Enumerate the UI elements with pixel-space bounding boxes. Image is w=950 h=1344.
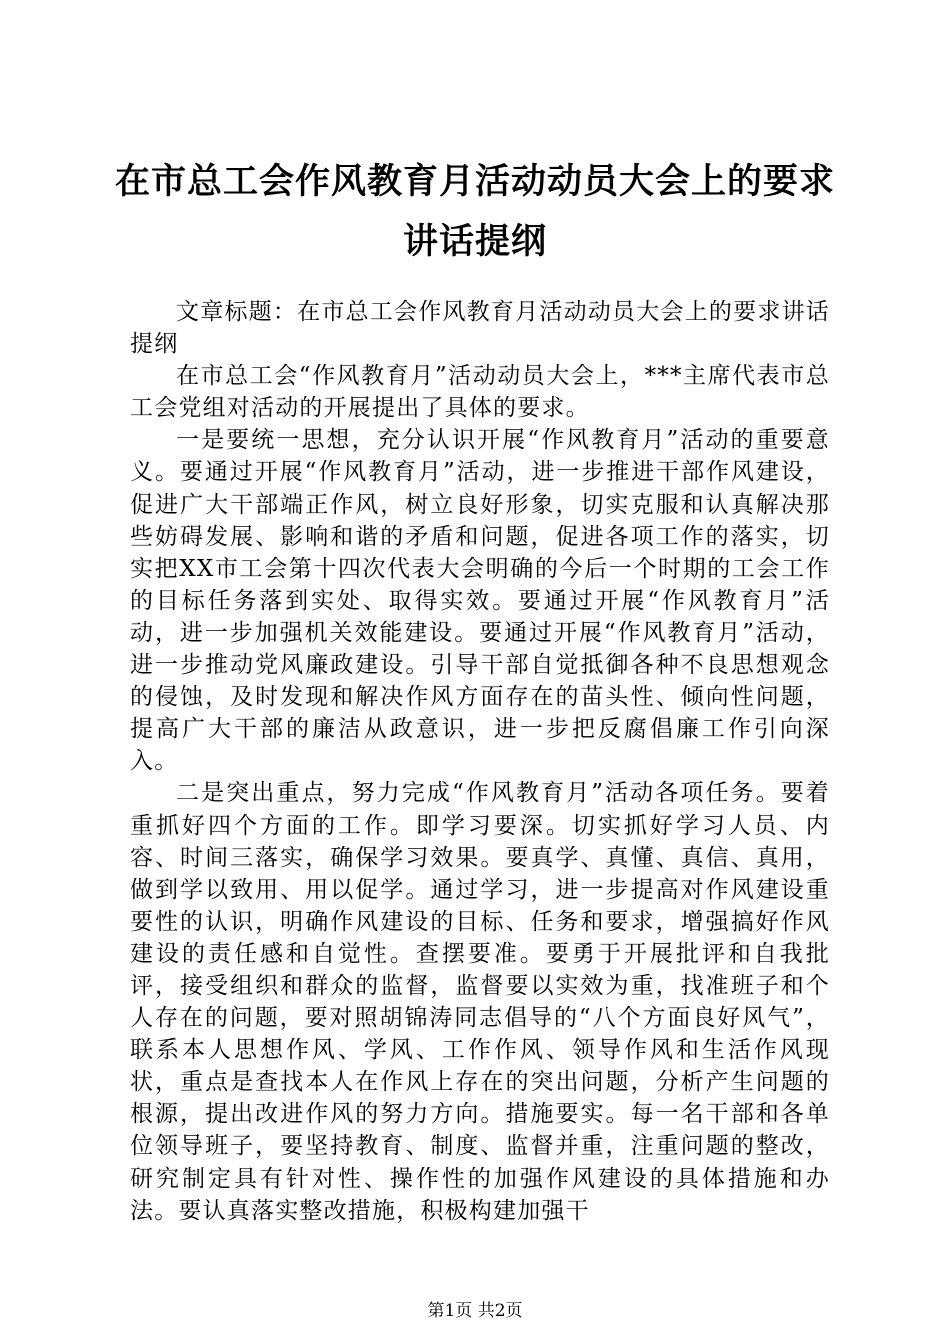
paragraph-intro: 在市总工会“作风教育月”活动动员大会上，***主席代表市总工会党组对活动的开展提出了具体的要求。: [130, 363, 830, 422]
document-title-line-2: 讲话提纲: [402, 222, 547, 262]
paragraph-point-two: 二是突出重点，努力完成“作风教育月”活动各项任务。要着重抓好四个方面的工作。即学习要深。切实抓好学习人员、内容、时间三落实，确保学习效果。要真学、真懂、真信、真用，做到学以致用、用以促学。通过学习，进一步提高对作风建设重要性的认识，明确作风建设的目标、任务和要求，增强搞好作风建设的责任感和自觉性。查摆要准。要勇于开展批评和自我批评，接受组织和群众的监督，监督要以实效为重，找准班子和个人存在的问题，要对照胡锦涛同志倡导的“八个方面良好风气”，联系本人思想作风、学风、工作作风、领导作风和生活作风现状，重点是查找本人在作风上存在的突出问题，分析产生问题的根源，提出改进作风的努力方向。措施要实。每一名干部和各单位领导班子，要坚持教育、制度、监督并重，注重问题的整改，研究制定具有针对性、操作性的加强作风建设的具体措施和办法。要认真落实整改措施，积极构建加强干: [130, 780, 830, 1224]
paragraph-article-title: 文章标题：在市总工会作风教育月活动动员大会上的要求讲话提纲: [130, 299, 830, 358]
paragraph-point-one: 一是要统一思想，充分认识开展“作风教育月”活动的重要意义。要通过开展“作风教育月”活动，进一步推进干部作风建设，促进广大干部端正作风，树立良好形象，切实克服和认真解决那些妨碍发展、影响和谐的矛盾和问题，促进各项工作的落实，切实把XX市工会第十四次代表大会明确的今后一个时期的工会工作的目标任务落到实处、取得实效。要通过开展“作风教育月”活动，进一步加强机关效能建设。要通过开展“作风教育月”活动，进一步推动党风廉政建设。引导干部自觉抵御各种不良思想观念的侵蚀，及时发现和解决作风方面存在的苗头性、倾向性问题，提高广大干部的廉洁从政意识，进一步把反腐倡廉工作引向深入。: [130, 427, 830, 775]
page-footer: 第1页 共2页: [427, 1301, 523, 1321]
document-title-line-1: 在市总工会作风教育月活动动员大会上的要求: [114, 162, 835, 202]
document-body: [130, 296, 830, 1227]
